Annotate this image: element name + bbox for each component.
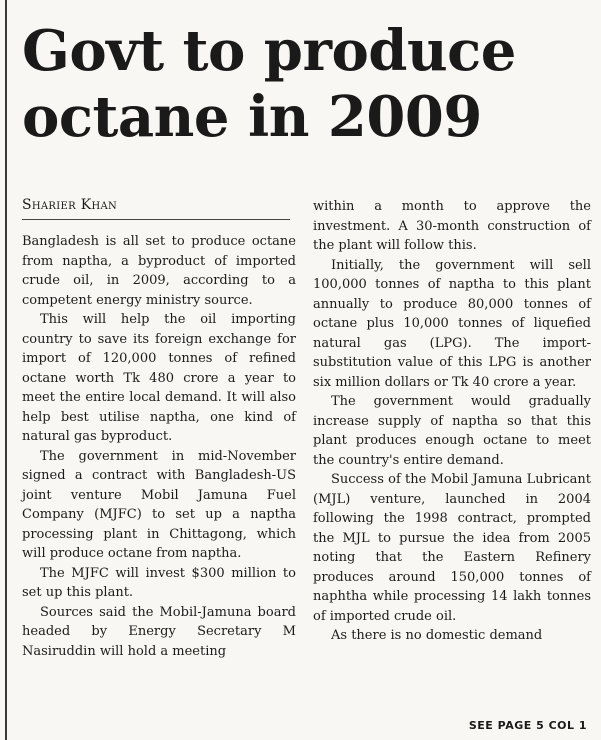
jump-line[interactable]: SEE PAGE 5 COL 1 — [468, 719, 587, 732]
paragraph-continuation: within a month to approve the investment. A 30-month construction of the plant will follow this. — [313, 199, 591, 253]
headline-line-2: octane in 2009 — [22, 84, 482, 150]
paragraph: The government would gradually increase supply of naptha so that this plant produces enough octane to meet the country's entire demand. — [313, 394, 591, 468]
paragraph: The government in mid-November signed a contract with Bangladesh-US joint venture Mobil Jamuna Fuel Company (MJFC) to set up a naptha processing plant in Chittagong, which will produce octane from naptha. — [22, 448, 296, 561]
paragraph: This will help the oil importing country to save its foreign exchange for import of 120,000 tonnes of refined octane worth Tk 480 crore a year to meet the entire local demand. It will also help best utilise naptha, one kind of natural gas byproduct. — [22, 312, 296, 444]
paragraph: Initially, the government will sell 100,000 tonnes of naptha to this plant annually to produce 80,000 tonnes of octane plus 10,000 tonnes of liquefied natural gas (LPG). The import-substitution value of this LPG is another six million dollars or Tk 40 crore a year. — [313, 257, 591, 390]
paragraph: Success of the Mobil Jamuna Lubricant (MJL) venture, launched in 2004 following the 1998 contract, prompted the MJL to pursue the idea from 2005 noting that the Eastern Refinery produces around 150,000 tonnes of naphtha while processing 14 lakh tonnes of imported crude oil. — [313, 472, 591, 624]
headline-line-1: Govt to produce — [22, 18, 516, 84]
byline: Sharier Khan — [22, 197, 118, 213]
paragraph: Bangladesh is all set to produce octane from naptha, a byproduct of imported crude oil, in 2009, according to a competent energy ministry source. — [22, 234, 296, 308]
article-column-right — [313, 197, 591, 646]
article-column-left — [22, 232, 296, 661]
column-rule — [5, 0, 7, 740]
headline — [22, 18, 597, 150]
byline-divider — [22, 219, 290, 220]
paragraph: As there is no domestic demand — [331, 628, 543, 643]
paragraph: The MJFC will invest $300 million to set up this plant. — [22, 565, 296, 600]
paragraph: Sources said the Mobil-Jamuna board headed by Energy Secretary M Nasiruddin will hold a meeting — [22, 604, 296, 659]
